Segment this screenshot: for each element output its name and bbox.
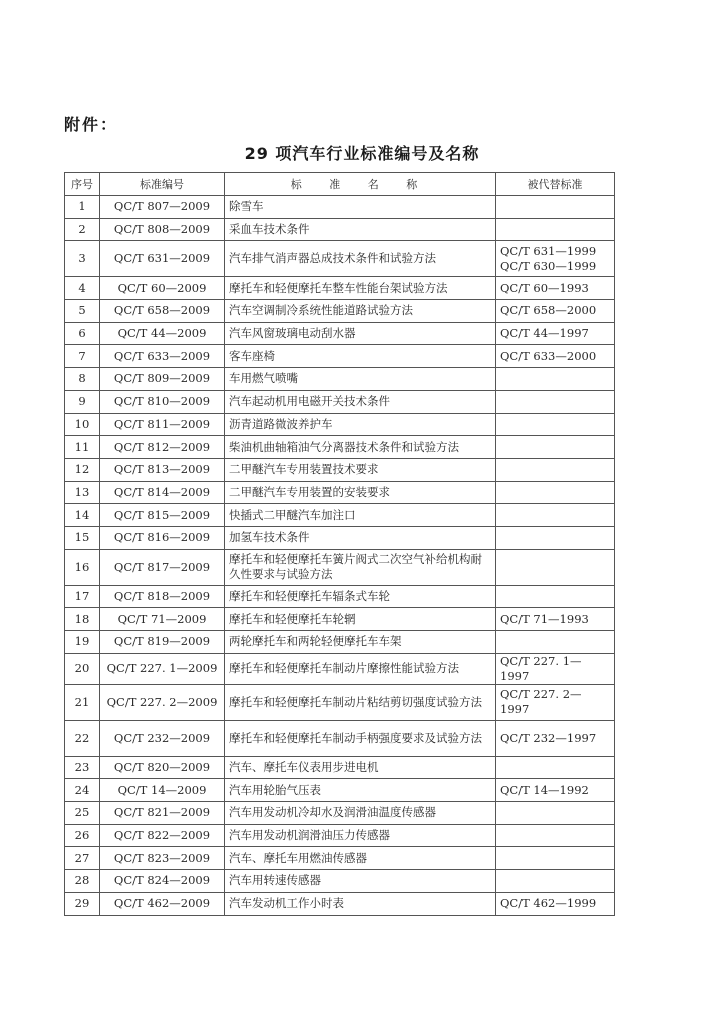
table-row [65, 322, 615, 345]
row-number: 2 [65, 218, 100, 241]
replaced-standard-cell [496, 585, 615, 608]
table-row [65, 720, 615, 756]
replaced-standard: QC/T 44—1997 [500, 326, 589, 341]
table-row [65, 549, 615, 585]
standard-name: 两轮摩托车和两轮轻便摩托车车架 [225, 631, 496, 654]
row-number: 24 [65, 779, 100, 802]
replaced-standard-cell [496, 892, 615, 915]
standard-code: QC/T 822—2009 [100, 824, 225, 847]
replaced-standard-cell [496, 345, 615, 368]
replaced-standard-cell [496, 436, 615, 459]
table-row [65, 526, 615, 549]
standard-code: QC/T 631—2009 [100, 241, 225, 277]
table-row [65, 653, 615, 684]
row-number: 22 [65, 720, 100, 756]
row-number: 13 [65, 481, 100, 504]
standard-name: 除雪车 [225, 196, 496, 219]
table-row [65, 196, 615, 219]
replaced-standard-cell [496, 504, 615, 527]
replaced-standard: QC/T 232—1997 [500, 730, 597, 745]
table-row [65, 504, 615, 527]
table-row [65, 241, 615, 277]
standards-table [64, 172, 615, 916]
standard-name: 摩托车和轻便摩托车轮辋 [225, 608, 496, 631]
standard-name: 车用燃气喷嘴 [225, 368, 496, 391]
replaced-standard-cell [496, 196, 615, 219]
row-number: 27 [65, 847, 100, 870]
row-number: 7 [65, 345, 100, 368]
replaced-standard-cell [496, 368, 615, 391]
table-row [65, 779, 615, 802]
row-number: 10 [65, 413, 100, 436]
row-number: 18 [65, 608, 100, 631]
replaced-standard-cell [496, 608, 615, 631]
annex-label: 附件： [64, 115, 119, 134]
table-row [65, 847, 615, 870]
standard-code: QC/T 814—2009 [100, 481, 225, 504]
standard-code: QC/T 815—2009 [100, 504, 225, 527]
standard-code: QC/T 633—2009 [100, 345, 225, 368]
standard-name: 摩托车和轻便摩托车辐条式车轮 [225, 585, 496, 608]
standard-name: 汽车风窗玻璃电动刮水器 [225, 322, 496, 345]
standard-code: QC/T 810—2009 [100, 390, 225, 413]
standard-code: QC/T 820—2009 [100, 756, 225, 779]
header-no: 序号 [65, 173, 100, 196]
row-number: 14 [65, 504, 100, 527]
standard-code: QC/T 809—2009 [100, 368, 225, 391]
table-row [65, 218, 615, 241]
replaced-standard-cell [496, 720, 615, 756]
standard-code: QC/T 811—2009 [100, 413, 225, 436]
standard-name: 汽车、摩托车仪表用步进电机 [225, 756, 496, 779]
standard-name: 二甲醚汽车专用装置技术要求 [225, 458, 496, 481]
row-number: 15 [65, 526, 100, 549]
table-row [65, 277, 615, 300]
standard-name: 汽车空调制冷系统性能道路试验方法 [225, 300, 496, 323]
standard-name: 汽车起动机用电磁开关技术条件 [225, 390, 496, 413]
replaced-standard-cell [496, 870, 615, 893]
replaced-standard-cell [496, 390, 615, 413]
standard-name: 汽车排气消声器总成技术条件和试验方法 [225, 241, 496, 277]
row-number: 17 [65, 585, 100, 608]
row-number: 3 [65, 241, 100, 277]
replaced-standard-cell [496, 549, 615, 585]
replaced-standard-cell [496, 300, 615, 323]
standard-name: 摩托车和轻便摩托车整车性能台架试验方法 [225, 277, 496, 300]
table-row [65, 756, 615, 779]
standard-code: QC/T 824—2009 [100, 870, 225, 893]
row-number: 16 [65, 549, 100, 585]
replaced-standard: QC/T 630—1999 [500, 258, 597, 273]
standard-code: QC/T 658—2009 [100, 300, 225, 323]
table-row [65, 300, 615, 323]
row-number: 9 [65, 390, 100, 413]
replaced-standard-cell [496, 779, 615, 802]
replaced-standard: QC/T 60—1993 [500, 280, 589, 295]
table-row [65, 608, 615, 631]
replaced-standard-cell [496, 218, 615, 241]
row-number: 23 [65, 756, 100, 779]
table-row [65, 585, 615, 608]
standard-code: QC/T 808—2009 [100, 218, 225, 241]
table-body [65, 196, 615, 916]
table-row [65, 802, 615, 825]
standard-code: QC/T 816—2009 [100, 526, 225, 549]
replaced-standard: QC/T 227. 2—1997 [500, 687, 582, 717]
standard-code: QC/T 232—2009 [100, 720, 225, 756]
standard-name: 汽车用轮胎气压表 [225, 779, 496, 802]
standard-code: QC/T 813—2009 [100, 458, 225, 481]
replaced-standard-cell [496, 802, 615, 825]
standard-code: QC/T 812—2009 [100, 436, 225, 459]
replaced-standard: QC/T 658—2000 [500, 303, 597, 318]
table-row [65, 413, 615, 436]
row-number: 21 [65, 684, 100, 720]
replaced-standard-cell [496, 653, 615, 684]
row-number: 25 [65, 802, 100, 825]
standard-code: QC/T 817—2009 [100, 549, 225, 585]
row-number: 8 [65, 368, 100, 391]
row-number: 4 [65, 277, 100, 300]
standard-code: QC/T 71—2009 [100, 608, 225, 631]
replaced-standard-cell [496, 847, 615, 870]
header-code: 标准编号 [100, 173, 225, 196]
standard-name: 沥青道路微波养护车 [225, 413, 496, 436]
replaced-standard-cell [496, 481, 615, 504]
table-row [65, 368, 615, 391]
replaced-standard-cell [496, 684, 615, 720]
standard-name: 加氢车技术条件 [225, 526, 496, 549]
standard-code: QC/T 227. 2—2009 [100, 684, 225, 720]
row-number: 1 [65, 196, 100, 219]
replaced-standard-cell [496, 458, 615, 481]
replaced-standard-cell [496, 322, 615, 345]
replaced-standard-cell [496, 526, 615, 549]
table-row [65, 458, 615, 481]
header-name: 标 准 名 称 [225, 173, 496, 196]
standard-name: 摩托车和轻便摩托车制动片粘结剪切强度试验方法 [225, 684, 496, 720]
table-row [65, 481, 615, 504]
row-number: 11 [65, 436, 100, 459]
standard-code: QC/T 823—2009 [100, 847, 225, 870]
replaced-standard-cell [496, 277, 615, 300]
row-number: 26 [65, 824, 100, 847]
replaced-standard-cell [496, 413, 615, 436]
standard-code: QC/T 60—2009 [100, 277, 225, 300]
table-row [65, 824, 615, 847]
standard-code: QC/T 821—2009 [100, 802, 225, 825]
replaced-standard-cell [496, 631, 615, 654]
standard-code: QC/T 44—2009 [100, 322, 225, 345]
table-row [65, 870, 615, 893]
replaced-standard-cell [496, 824, 615, 847]
row-number: 12 [65, 458, 100, 481]
standard-name: 客车座椅 [225, 345, 496, 368]
replaced-standard: QC/T 227. 1—1997 [500, 653, 582, 683]
standard-name: 二甲醚汽车专用装置的安装要求 [225, 481, 496, 504]
row-number: 5 [65, 300, 100, 323]
row-number: 6 [65, 322, 100, 345]
replaced-standard: QC/T 71—1993 [500, 611, 589, 626]
standard-code: QC/T 807—2009 [100, 196, 225, 219]
standard-name: 汽车发动机工作小时表 [225, 892, 496, 915]
table-header-row [65, 173, 615, 196]
row-number: 28 [65, 870, 100, 893]
standard-name: 柴油机曲轴箱油气分离器技术条件和试验方法 [225, 436, 496, 459]
table-row [65, 390, 615, 413]
standard-name: 摩托车和轻便摩托车簧片阀式二次空气补给机构耐久性要求与试验方法 [225, 549, 496, 585]
replaced-standard: QC/T 14—1992 [500, 782, 589, 797]
replaced-standard-cell [496, 756, 615, 779]
row-number: 29 [65, 892, 100, 915]
standard-name: 摩托车和轻便摩托车制动手柄强度要求及试验方法 [225, 720, 496, 756]
standard-name: 摩托车和轻便摩托车制动片摩擦性能试验方法 [225, 653, 496, 684]
standard-name: 汽车用转速传感器 [225, 870, 496, 893]
table-row [65, 684, 615, 720]
standard-code: QC/T 818—2009 [100, 585, 225, 608]
document-title: 29 项汽车行业标准编号及名称 [244, 144, 480, 163]
standard-name: 汽车、摩托车用燃油传感器 [225, 847, 496, 870]
table-row [65, 436, 615, 459]
row-number: 19 [65, 631, 100, 654]
standard-name: 采血车技术条件 [225, 218, 496, 241]
replaced-standard: QC/T 633—2000 [500, 348, 597, 363]
standard-code: QC/T 14—2009 [100, 779, 225, 802]
row-number: 20 [65, 653, 100, 684]
standard-name: 快插式二甲醚汽车加注口 [225, 504, 496, 527]
header-replaced: 被代替标准 [496, 173, 615, 196]
standard-code: QC/T 819—2009 [100, 631, 225, 654]
replaced-standard: QC/T 462—1999 [500, 896, 597, 911]
table-row [65, 345, 615, 368]
table-row [65, 631, 615, 654]
standard-code: QC/T 462—2009 [100, 892, 225, 915]
table-row [65, 892, 615, 915]
standard-code: QC/T 227. 1—2009 [100, 653, 225, 684]
standard-name: 汽车用发动机润滑油压力传感器 [225, 824, 496, 847]
standard-name: 汽车用发动机冷却水及润滑油温度传感器 [225, 802, 496, 825]
replaced-standard-cell [496, 241, 615, 277]
replaced-standard: QC/T 631—1999 [500, 243, 597, 258]
